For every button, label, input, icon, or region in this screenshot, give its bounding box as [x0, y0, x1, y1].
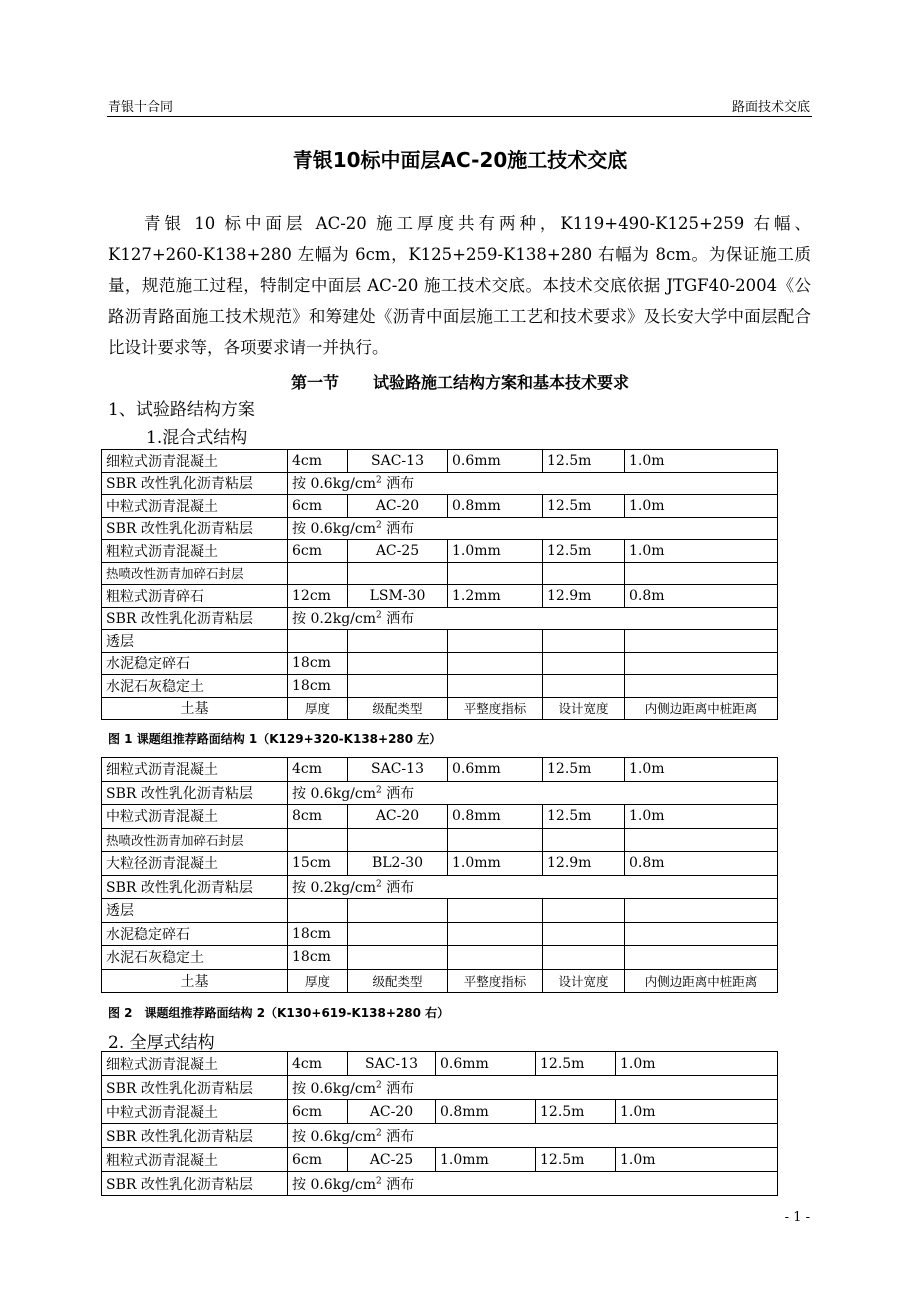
table-cell: 18cm — [288, 675, 348, 698]
table-cell: 0.6mm — [448, 450, 543, 473]
table-cell — [348, 562, 448, 585]
table-cell: 1.0mm — [448, 852, 543, 876]
table-cell: AC-20 — [348, 1100, 436, 1124]
table-row — [102, 517, 778, 540]
table-cell — [288, 828, 348, 852]
spray-rate — [288, 1124, 778, 1148]
layer-name: 细粒式沥青混凝土 — [102, 1052, 288, 1076]
table-cell — [543, 630, 625, 653]
table-row — [102, 1124, 778, 1148]
page-number: - 1 - — [784, 1210, 810, 1225]
layer-name: SBR 改性乳化沥青粘层 — [102, 1076, 288, 1100]
table-cell — [348, 922, 448, 946]
table-cell: SAC-13 — [348, 758, 448, 782]
spray-suffix: 洒布 — [381, 521, 415, 538]
heading-mixed-structure: 1.混合式结构 — [146, 428, 248, 448]
section-number: 第一节 — [290, 373, 339, 392]
column-header: 内侧边距离中桩距离 — [625, 969, 778, 993]
table-row — [102, 607, 778, 630]
spray-rate — [288, 517, 778, 540]
table-cell — [625, 675, 778, 698]
table-cell: 12.5m — [543, 495, 625, 518]
column-header: 厚度 — [288, 969, 348, 993]
table-cell: 18cm — [288, 922, 348, 946]
layer-name: 水泥石灰稳定土 — [102, 946, 288, 970]
table-cell — [543, 946, 625, 970]
unit-exponent: 2 — [376, 785, 382, 796]
table-cell: AC-20 — [348, 805, 448, 829]
layer-name: SBR 改性乳化沥青粘层 — [102, 607, 288, 630]
table-cell — [288, 630, 348, 653]
table-cell — [448, 946, 543, 970]
table-cell — [543, 652, 625, 675]
table-row — [102, 828, 778, 852]
table-row — [102, 875, 778, 899]
layer-name: SBR 改性乳化沥青粘层 — [102, 1172, 288, 1196]
layer-name: SBR 改性乳化沥青粘层 — [102, 781, 288, 805]
spray-suffix: 洒布 — [381, 611, 415, 628]
table-cell: 1.0m — [625, 758, 778, 782]
spray-suffix: 洒布 — [381, 879, 415, 896]
layer-name: SBR 改性乳化沥青粘层 — [102, 1124, 288, 1148]
figure-caption-1: 图 1 课题组推荐路面结构 1（K129+320-K138+280 左） — [108, 732, 442, 746]
unit-exponent: 2 — [376, 879, 382, 890]
table-row — [102, 675, 778, 698]
table-cell — [625, 946, 778, 970]
spray-prefix: 按 0.2kg/cm — [292, 879, 376, 896]
table-row — [102, 472, 778, 495]
table-cell — [288, 899, 348, 923]
layer-name: SBR 改性乳化沥青粘层 — [102, 875, 288, 899]
table-cell: 1.0m — [625, 450, 778, 473]
table-cell — [448, 828, 543, 852]
table-cell — [348, 675, 448, 698]
table-cell — [543, 922, 625, 946]
table-cell: SAC-13 — [348, 1052, 436, 1076]
layer-name: SBR 改性乳化沥青粘层 — [102, 472, 288, 495]
spray-rate — [288, 781, 778, 805]
layer-name: 水泥稳定碎石 — [102, 652, 288, 675]
column-header: 内侧边距离中桩距离 — [625, 697, 778, 720]
table-row — [102, 630, 778, 653]
unit-exponent: 2 — [376, 520, 382, 531]
pavement-table-3 — [101, 1051, 778, 1196]
layer-name: SBR 改性乳化沥青粘层 — [102, 517, 288, 540]
table-row — [102, 540, 778, 563]
table-row — [102, 1100, 778, 1124]
table-cell — [348, 899, 448, 923]
table-cell: 4cm — [288, 758, 348, 782]
subgrade-label: 土基 — [102, 697, 288, 720]
table-row — [102, 899, 778, 923]
layer-name: 透层 — [102, 630, 288, 653]
table-cell — [625, 899, 778, 923]
layer-name: 透层 — [102, 899, 288, 923]
table-cell: 12cm — [288, 585, 348, 608]
table-cell: 0.8mm — [448, 495, 543, 518]
table-cell: 12.5m — [536, 1148, 616, 1172]
table-cell: 4cm — [288, 450, 348, 473]
layer-name: 大粒径沥青混凝土 — [102, 852, 288, 876]
heading-structure-plan: 1、试验路结构方案 — [108, 400, 255, 420]
spray-prefix: 按 0.6kg/cm — [292, 785, 376, 802]
table-cell: 12.5m — [543, 450, 625, 473]
subgrade-label: 土基 — [102, 969, 288, 993]
table-row — [102, 1052, 778, 1076]
spray-prefix: 按 0.6kg/cm — [292, 476, 376, 493]
section-title: 试验路施工结构方案和基本技术要求 — [373, 373, 630, 392]
column-header: 平整度指标 — [448, 969, 543, 993]
table-row — [102, 1148, 778, 1172]
layer-name: 粗粒式沥青混凝土 — [102, 540, 288, 563]
spray-prefix: 按 0.6kg/cm — [292, 1128, 376, 1145]
spray-prefix: 按 0.2kg/cm — [292, 611, 376, 628]
heading-full-depth-structure: 2. 全厚式结构 — [108, 1033, 215, 1053]
table-cell: 4cm — [288, 1052, 348, 1076]
table-cell — [625, 630, 778, 653]
spray-suffix: 洒布 — [381, 476, 415, 493]
table-cell: 1.0mm — [448, 540, 543, 563]
table-cell: 12.5m — [536, 1052, 616, 1076]
intro-paragraph: 青银 10 标中面层 AC-20 施工厚度共有两种，K119+490-K125+259 右幅、K127+260-K138+280 左幅为 6cm，K125+259-K138+280 右幅为 8cm。为保证施工质量，规范施工过程，特制定中面层 AC-20 施工技术交底。本技术交底依据 JTGF40-2004《公路沥青路面施工技术规范》和筹建处《沥青中面层施工工艺和技术要求》及长安大学中面层配合比设计要求等，各项要求请一并执行。 — [108, 214, 811, 357]
spray-prefix: 按 0.6kg/cm — [292, 1080, 376, 1097]
figure-caption-2: 图 2 课题组推荐路面结构 2（K130+619-K138+280 右） — [108, 1006, 450, 1020]
unit-exponent: 2 — [376, 1127, 382, 1138]
table-row — [102, 781, 778, 805]
unit-exponent: 2 — [376, 1175, 382, 1186]
layer-name: 水泥稳定碎石 — [102, 922, 288, 946]
table-cell: 0.8m — [625, 585, 778, 608]
spray-suffix: 洒布 — [381, 1176, 415, 1193]
table-cell: 1.0m — [625, 805, 778, 829]
header-right: 路面技术交底 — [731, 100, 810, 115]
table-cell: 12.5m — [543, 758, 625, 782]
unit-exponent: 2 — [376, 475, 382, 486]
document-title: 青银10标中面层AC-20施工技术交底 — [292, 148, 628, 172]
table-cell — [625, 922, 778, 946]
layer-name: 细粒式沥青混凝土 — [102, 758, 288, 782]
layer-name: 水泥石灰稳定土 — [102, 675, 288, 698]
table-cell: 1.0m — [616, 1100, 778, 1124]
table-row — [102, 852, 778, 876]
table-cell — [543, 828, 625, 852]
table-cell: 0.6mm — [436, 1052, 536, 1076]
table-cell: 12.5m — [543, 540, 625, 563]
column-header: 级配类型 — [348, 697, 448, 720]
unit-exponent: 2 — [376, 1079, 382, 1090]
table-cell — [448, 922, 543, 946]
column-header: 厚度 — [288, 697, 348, 720]
table-row — [102, 652, 778, 675]
layer-name: 粗粒式沥青混凝土 — [102, 1148, 288, 1172]
table-cell — [543, 675, 625, 698]
layer-name: 中粒式沥青混凝土 — [102, 1100, 288, 1124]
table-row — [102, 1172, 778, 1196]
spray-prefix: 按 0.6kg/cm — [292, 1176, 376, 1193]
table-cell: 18cm — [288, 946, 348, 970]
table-row — [102, 758, 778, 782]
layer-name: 中粒式沥青混凝土 — [102, 805, 288, 829]
table-cell: SAC-13 — [348, 450, 448, 473]
table-cell: 12.5m — [543, 805, 625, 829]
table-cell — [348, 828, 448, 852]
table-cell: BL2-30 — [348, 852, 448, 876]
table-cell: 1.0m — [616, 1148, 778, 1172]
table-row — [102, 495, 778, 518]
spray-rate — [288, 472, 778, 495]
column-header: 设计宽度 — [543, 969, 625, 993]
unit-exponent: 2 — [376, 610, 382, 621]
table-cell — [288, 562, 348, 585]
table-row — [102, 585, 778, 608]
table-cell: 6cm — [288, 540, 348, 563]
table-cell — [448, 630, 543, 653]
table-cell: 0.8m — [625, 852, 778, 876]
table-row — [102, 1076, 778, 1100]
layer-name: 热喷改性沥青加碎石封层 — [102, 828, 288, 852]
column-header: 平整度指标 — [448, 697, 543, 720]
table-cell: 12.9m — [543, 852, 625, 876]
table-cell: 12.5m — [536, 1100, 616, 1124]
spray-rate — [288, 1076, 778, 1100]
table-cell: 18cm — [288, 652, 348, 675]
table-row — [102, 805, 778, 829]
table-cell — [625, 652, 778, 675]
table-row — [102, 922, 778, 946]
table-cell — [348, 946, 448, 970]
table-cell: 1.0m — [625, 495, 778, 518]
table-cell: 6cm — [288, 495, 348, 518]
spray-rate — [288, 1172, 778, 1196]
table-cell — [348, 652, 448, 675]
table-row — [102, 562, 778, 585]
table-cell: 8cm — [288, 805, 348, 829]
pavement-table-2 — [101, 757, 778, 993]
spray-rate — [288, 607, 778, 630]
table-cell: AC-20 — [348, 495, 448, 518]
column-header: 级配类型 — [348, 969, 448, 993]
layer-name: 中粒式沥青混凝土 — [102, 495, 288, 518]
table-cell: 1.0mm — [436, 1148, 536, 1172]
table-cell: 6cm — [288, 1100, 348, 1124]
table-footer-row — [102, 969, 778, 993]
table-cell — [543, 562, 625, 585]
table-cell: 1.0m — [616, 1052, 778, 1076]
table-cell: 0.8mm — [448, 805, 543, 829]
header-left: 青银十合同 — [108, 100, 174, 115]
table-cell: AC-25 — [348, 1148, 436, 1172]
table-cell — [448, 652, 543, 675]
table-row — [102, 946, 778, 970]
table-cell — [625, 562, 778, 585]
table-cell: 12.9m — [543, 585, 625, 608]
table-cell: 0.6mm — [448, 758, 543, 782]
table-cell — [543, 899, 625, 923]
table-cell: AC-25 — [348, 540, 448, 563]
table-cell: LSM-30 — [348, 585, 448, 608]
header-rule — [107, 116, 812, 117]
table-cell: 1.2mm — [448, 585, 543, 608]
table-cell: 1.0m — [625, 540, 778, 563]
spray-suffix: 洒布 — [381, 1080, 415, 1097]
spray-rate — [288, 875, 778, 899]
table-row — [102, 450, 778, 473]
table-cell — [625, 828, 778, 852]
layer-name: 热喷改性沥青加碎石封层 — [102, 562, 288, 585]
table-cell: 0.8mm — [436, 1100, 536, 1124]
layer-name: 细粒式沥青混凝土 — [102, 450, 288, 473]
pavement-table-1 — [101, 449, 778, 720]
spray-suffix: 洒布 — [381, 785, 415, 802]
table-cell — [448, 562, 543, 585]
table-cell — [448, 899, 543, 923]
table-cell — [448, 675, 543, 698]
column-header: 设计宽度 — [543, 697, 625, 720]
layer-name: 粗粒式沥青碎石 — [102, 585, 288, 608]
section-heading — [0, 370, 920, 393]
table-cell — [348, 630, 448, 653]
spray-prefix: 按 0.6kg/cm — [292, 521, 376, 538]
spray-suffix: 洒布 — [381, 1128, 415, 1145]
table-cell: 6cm — [288, 1148, 348, 1172]
table-cell: 15cm — [288, 852, 348, 876]
table-footer-row — [102, 697, 778, 720]
